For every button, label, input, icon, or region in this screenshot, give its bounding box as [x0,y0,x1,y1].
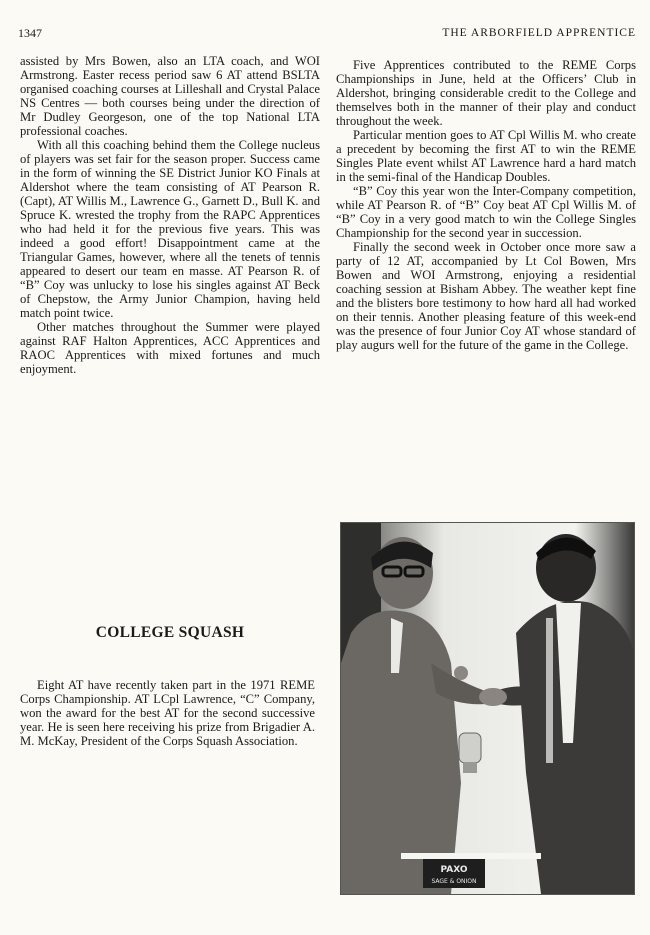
paragraph: Five Apprentices contributed to the REME Corps Championships in June, held at the Officers’ Club in Aldershot, bringing considerable credit to the College and themselves both in the manner of their play and conduct throughout the week. [336,58,636,128]
photo-caption [20,678,315,748]
page-number: 1347 [18,26,42,40]
section-title: COLLEGE SQUASH [95,624,245,641]
prize-presentation-photo [340,522,635,895]
paragraph: assisted by Mrs Bowen, also an LTA coach, and WOI Armstrong. Easter recess period saw 6 AT attend BSLTA organised coaching courses at Lilleshall and Crystal Palace NS Centres — both courses being under the direction of Mr Dudley Georgeson, one of the top National LTA professional coaches. [20,54,320,138]
paragraph: With all this coaching behind them the College nucleus of players was set fair for the season proper. Success came in the form of winning the SE District Junior KO Finals at Aldershot where the team consisting of AT Pearson R. (Capt), AT Willis M., Lawrence G., Garnett D., Bull K. and Spruce K. wrested the trophy from the RAPC Apprentices who had held it for the previous five years. This was indeed a good effort! Disappointment came at the Triangular Games, however, where all the tenets of tennis appeared to desert our team en masse. AT Pearson R. of “B” Coy was unlucky to lose his singles against AT Beck of Chepstow, the Army Junior Champion, having held match point twice. [20,138,320,320]
paragraph: Particular mention goes to AT Cpl Willis M. who create a precedent by becoming the first AT to win the REME Singles Plate event whilst AT Lawrence hard a hard match in the semi-final of the Handicap Doubles. [336,128,636,184]
paragraph: Other matches throughout the Summer were played against RAF Halton Apprentices, ACC Apprentices and RAOC Apprentices with mixed fortunes and much enjoyment. [20,320,320,376]
svg-text:SAGE & ONION: SAGE & ONION [431,878,477,885]
left-column [20,54,320,376]
running-head: THE ARBORFIELD APPRENTICE [442,27,636,39]
paxo-box [423,858,485,888]
paragraph: Finally the second week in October once more saw a party of 12 AT, accompanied by Lt Col Bowen, Mrs Bowen and WOI Armstrong, enjoying a residential coaching session at Bisham Abbey. The weather kept fine and the blisters bore testimony to how hard all had worked on their tennis. Another pleasing feature of this week-end was the presence of four Junior Coy AT whose standard of play augurs well for the future of the game in the College. [336,240,636,352]
caption-text: Eight AT have recently taken part in the 1971 REME Corps Championship. AT LCpl Lawrence, “C” Company, won the award for the best AT for the second successive year. He is seen here receiving his prize from Brigadier A. M. McKay, President of the Corps Squash Association. [20,678,315,748]
paragraph: “B” Coy this year won the Inter-Company competition, while AT Pearson R. of “B” Coy beat AT Cpl Willis M. of “B” Coy in a very good match to win the College Singles Championship for the second year in succession. [336,184,636,240]
right-column [336,58,636,352]
svg-text:PAXO: PAXO [440,865,468,875]
